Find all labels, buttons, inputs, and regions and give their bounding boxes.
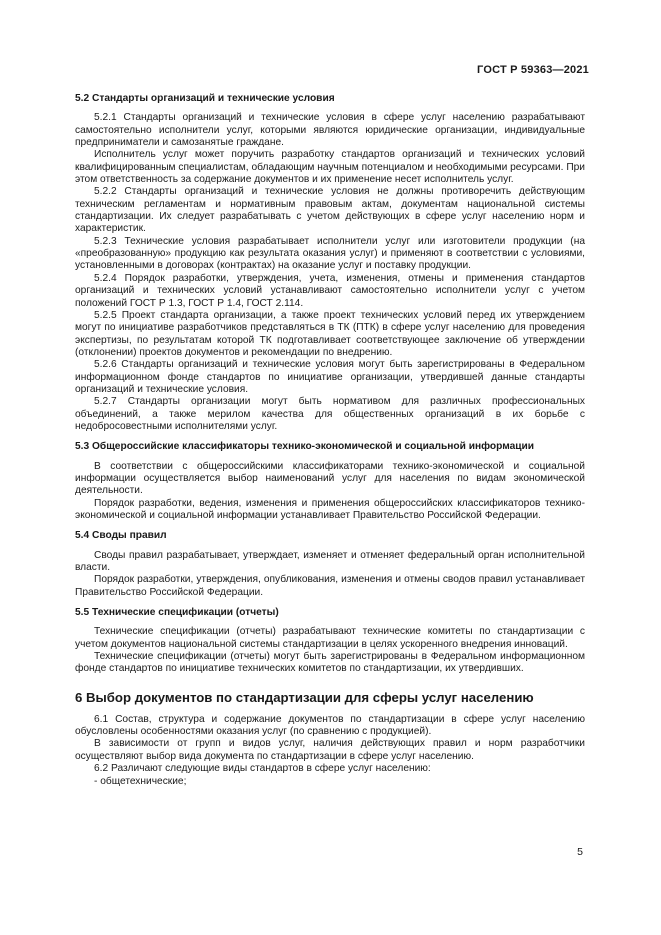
paragraph: 5.2.5 Проект стандарта организации, а также проект технических условий перед их утверждением могут по инициативе разработчиков представляться в ТК (ПТК) в сфере услуг населению для проведения экспертизы, по результатам которой ТК подготавливает соответствующее заключение об утверждении (отклонении) проектов документов и рекомендации по внедрению.	[75, 309, 585, 358]
section-heading-5-5: 5.5 Технические спецификации (отчеты)	[75, 607, 279, 619]
paragraph: 5.2.2 Стандарты организаций и технические условия не должны противоречить действующим техническим регламентам и нормативным правовым актам, документам национальной системы стандартизации. Их следует разрабатывать с учетом действующих в сфере услуг населению норм и характеристик.	[75, 186, 585, 235]
paragraph: В зависимости от групп и видов услуг, наличия действующих правил и норм разработчики осуществляют выбор вида документа по стандартизации в сфере услуг населению.	[75, 738, 585, 762]
paragraph: Технические спецификации (отчеты) разрабатывают технические комитеты по стандартизации с учетом документов национальной системы стандартизации в целях ускоренного внедрения инноваций.	[75, 626, 585, 650]
paragraph: 6.1 Состав, структура и содержание документов по стандартизации в сфере услуг населению обусловлены особенностями оказания услуг (по сравнению с продукцией).	[75, 713, 585, 738]
paragraph: Исполнитель услуг может поручить разработку стандартов организаций и технических условий квалифицированным специалистам, обладающим научным потенциалом и необходимыми ресурсами. При этом ответственность за содержание документов и их применение несет исполнитель услуг.	[75, 149, 585, 186]
paragraph: 6.2 Различают следующие виды стандартов в сфере услуг населению:	[94, 763, 431, 775]
list-item: - общетехнические;	[94, 775, 187, 787]
document-body	[75, 93, 585, 788]
section-heading-5-2: 5.2 Стандарты организаций и технические условия	[75, 93, 335, 104]
paragraph: Порядок разработки, утверждения, опубликования, изменения и отмены сводов правил устанавливает Правительство Российской Федерации.	[75, 574, 585, 598]
paragraph: 5.2.4 Порядок разработки, утверждения, учета, изменения, отмены и применения стандартов организаций и технических условий устанавливают самостоятельно исполнители услуг с учетом положений ГОСТ Р 1.3, ГОСТ Р 1.4, ГОСТ 2.114.	[75, 272, 585, 309]
paragraph: Своды правил разрабатывает, утверждает, изменяет и отменяет федеральный орган исполнительной власти.	[75, 549, 585, 574]
paragraph: 5.2.3 Технические условия разрабатывает исполнители услуг или изготовители продукции (на «преобразованную» продукцию как результата оказания услуг) и применяют в соответствии с условиями, установленными в договорах (контрактах) на оказание услуг и поставку продукции.	[75, 235, 585, 272]
section-heading-5-3: 5.3 Общероссийские классификаторы технико-экономической и социальной информации	[75, 441, 535, 453]
paragraph: Порядок разработки, ведения, изменения и применения общероссийских классификаторов технико-экономической и социальной информации устанавливает Правительство Российской Федерации.	[75, 497, 585, 521]
chapter-heading-6: 6 Выбор документов по стандартизации для сферы услуг населению	[75, 689, 534, 705]
page-number: 5	[577, 846, 583, 858]
paragraph: 5.2.7 Стандарты организации могут быть нормативом для различных профессиональных объединений, а также мерилом качества для общественных организаций в их борьбе с недобросовестными исполнителями услуг.	[75, 396, 585, 432]
paragraph: Технические спецификации (отчеты) могут быть зарегистрированы в Федеральном информационном фонде стандартов по инициативе технических комитетов по стандартизации, их утвердивших.	[75, 651, 585, 675]
section-heading-5-4: 5.4 Своды правил	[75, 530, 167, 542]
paragraph: 5.2.1 Стандарты организаций и технические условия в сфере услуг населению разрабатывают самостоятельно исполнители услуг, которыми являются юридические организации, индивидуальные предприниматели и самозанятые граждане.	[75, 112, 585, 149]
document-id-header: ГОСТ Р 59363—2021	[477, 64, 589, 76]
paragraph: 5.2.6 Стандарты организаций и технические условия могут быть зарегистрированы в Федеральном информационном фонде стандартов по инициативе организации, утвердившей данные стандарты организаций и технические условия.	[75, 359, 585, 395]
paragraph: В соответствии с общероссийскими классификаторами технико-экономической и социальной информации осуществляется выбор наименований услуг для населения по видам экономической деятельности.	[75, 460, 585, 497]
